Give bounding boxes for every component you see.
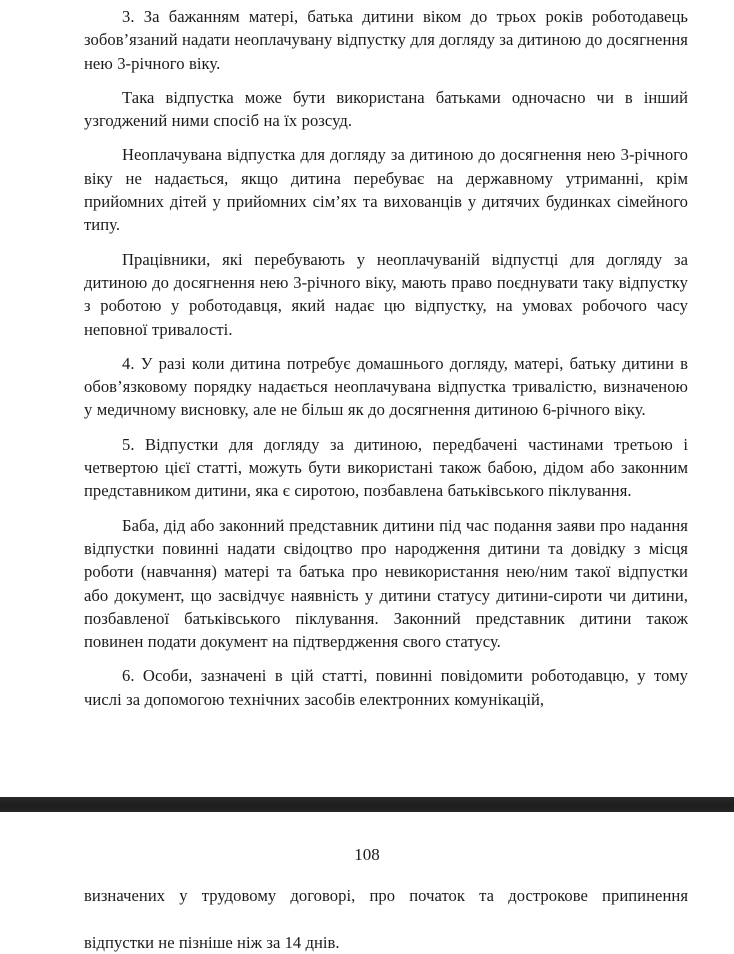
continuation-line-1: визначених у трудовому договорі, про початок та дострокове припинення <box>84 886 688 905</box>
paragraph-5: 5. Відпустки для догляду за дитиною, передбачені частинами третьою і четвертою цієї статті, можуть бути використані також бабою, дідом або законним представником дитини, яка є сиротою, позбавлена батьківського піклування. <box>84 434 688 501</box>
paragraph-leave-simultaneous: Така відпустка може бути використана батьками одночасно чи в інший узгоджений ними спосіб на їх розсуд. <box>84 87 688 131</box>
continuation-line-2: відпустки не пізніше ніж за 14 днів. <box>84 932 340 952</box>
body-text-column <box>84 5 688 711</box>
continuation-text-column <box>84 884 688 954</box>
paragraph-3: 3. За бажанням матері, батька дитини віком до трьох років роботодавець зобов’язаний надати неоплачувану відпустку для догляду за дитиною до досягнення нею 3-річного віку. <box>84 7 688 73</box>
paragraph-workers-on-leave: Працівники, які перебувають у неоплачуваній відпустці для догляду за дитиною до досягнення нею 3-річного віку, мають право поєднувати таку відпустку з роботою у роботодавця, який надає цю відпустку, на умовах робочого часу неповної тривалості. <box>84 249 688 339</box>
paragraph-unpaid-leave-conditions: Неоплачувана відпустка для догляду за дитиною до досягнення нею 3-річного віку не надається, якщо дитина перебуває на державному утриманні, крім прийомних дітей у прийомних сім’ях та вихованців у дитячих будинках сімейного типу. <box>84 145 688 235</box>
page-number: 108 <box>354 845 380 864</box>
paragraph-6: 6. Особи, зазначені в цій статті, повинні повідомити роботодавцю, у тому числі за допомогою технічних засобів електронних комунікацій, <box>84 666 688 709</box>
paragraph-continuation <box>84 884 688 954</box>
paragraph-4: 4. У разі коли дитина потребує домашнього догляду, матері, батьку дитини в обов’язковому порядку надається неоплачувана відпустка тривалістю, визначеною у медичному висновку, але не більш як до досягнення дитиною 6-річного віку. <box>84 353 688 420</box>
page-lower-scan <box>0 812 734 952</box>
paragraph-grandparents-guardian: Баба, дід або законний представник дитини під час подання заяви про надання відпустки повинні надати свідоцтво про народження дитини та довідку з місця роботи (навчання) матері та батька про невикористання нею/ним такої відпустки або документ, що засвідчує наявність у дитини статусу дитини-сироти чи дитини, позбавленої батьківського піклування. Законний представник дитини також повинен подати документ на підтвердження свого статусу. <box>84 515 688 652</box>
page-separator-bar <box>0 797 734 812</box>
